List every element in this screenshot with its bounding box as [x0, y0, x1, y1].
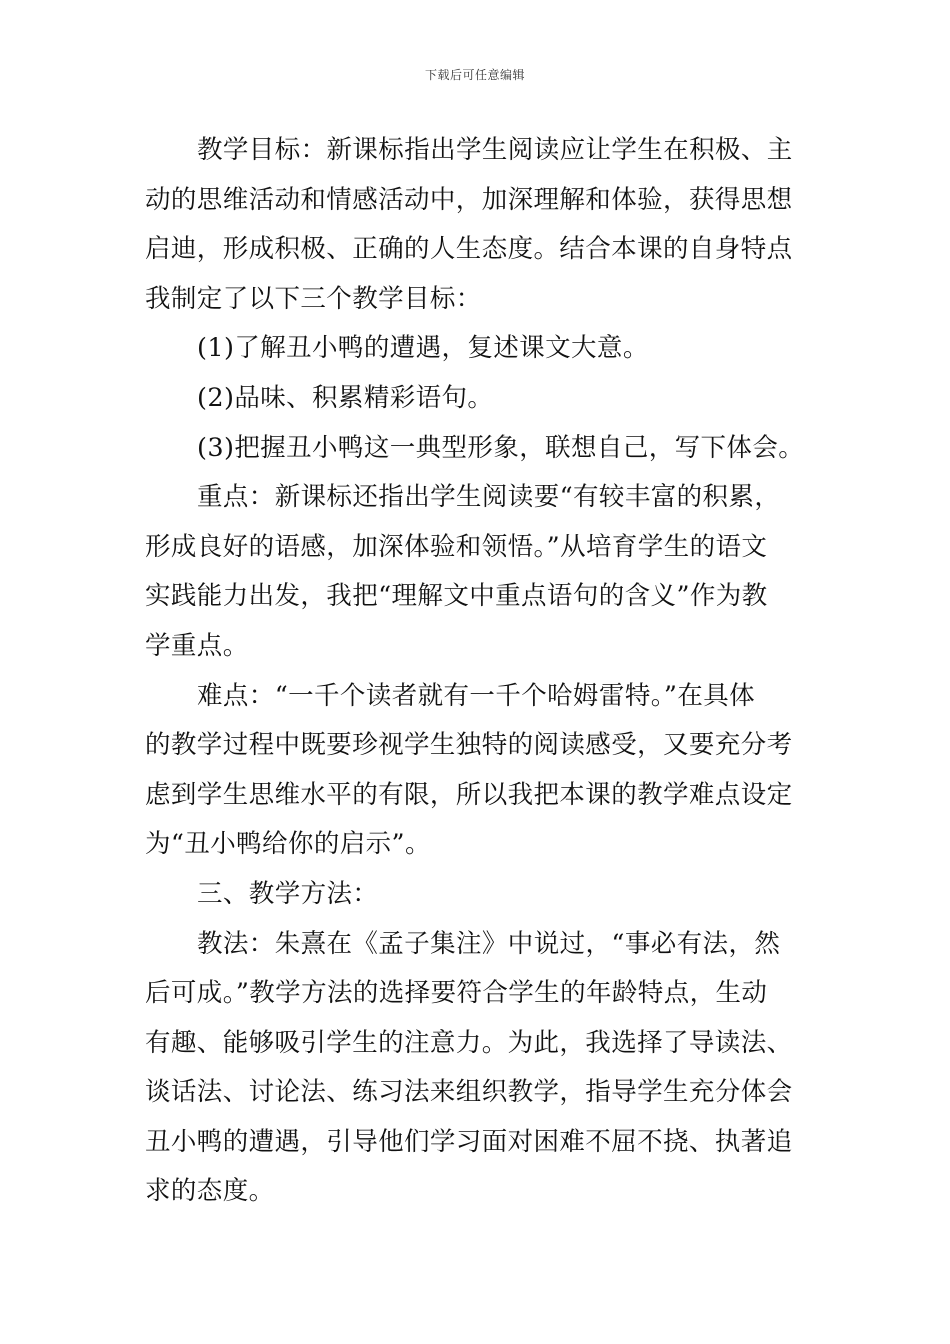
text-line: 实践能力出发，我把“理解文中重点语句的含义”作为教 — [145, 581, 768, 612]
text-line: 动的思维活动和情感活动中，加深理解和体验，获得思想 — [145, 184, 793, 215]
text-line: 谈话法、讨论法、练习法来组织教学，指导学生充分体会 — [145, 1077, 793, 1108]
text-line: 教法：朱熹在《孟子集注》中说过，“事必有法，然 — [197, 928, 781, 959]
text-line: 教学目标：新课标指出学生阅读应让学生在积极、主 — [197, 135, 793, 165]
text-line: 丑小鸭的遭遇，引导他们学习面对困难不屈不挠、执著追 — [145, 1126, 793, 1157]
text-line: 虑到学生思维水平的有限，所以我把本课的教学难点设定 — [145, 779, 793, 810]
text-line: 求的态度。 — [145, 1176, 275, 1207]
page-header: 下载后可任意编辑 — [424, 68, 525, 82]
text-line: (2)品味、积累精彩语句。 — [197, 382, 494, 413]
text-line: 重点：新课标还指出学生阅读要“有较丰富的积累， — [197, 482, 781, 513]
text-line: 难点：“一千个读者就有一千个哈姆雷特。”在具体 — [197, 680, 756, 711]
text-line: 为“丑小鸭给你的启示”。 — [145, 829, 431, 860]
text-line: (3)把握丑小鸭这一典型形象，联想自己，写下体会。 — [197, 432, 805, 463]
text-line: 学重点。 — [145, 630, 249, 661]
text-line: 的教学过程中既要珍视学生独特的阅读感受，又要充分考 — [145, 730, 793, 761]
document-body — [145, 126, 810, 1217]
section-heading: 三、教学方法： — [197, 878, 379, 909]
text-line: 有趣、能够吸引学生的注意力。为此，我选择了导读法、 — [145, 1027, 793, 1058]
text-line: 我制定了以下三个教学目标： — [145, 283, 482, 314]
text-line: 形成良好的语感，加深体验和领悟。”从培育学生的语文 — [145, 531, 768, 562]
text-line: (1)了解丑小鸭的遭遇，复述课文大意。 — [197, 333, 649, 364]
text-line: 后可成。”教学方法的选择要符合学生的年龄特点，生动 — [145, 978, 768, 1009]
text-line: 启迪，形成积极、正确的人生态度。结合本课的自身特点 — [145, 234, 793, 265]
